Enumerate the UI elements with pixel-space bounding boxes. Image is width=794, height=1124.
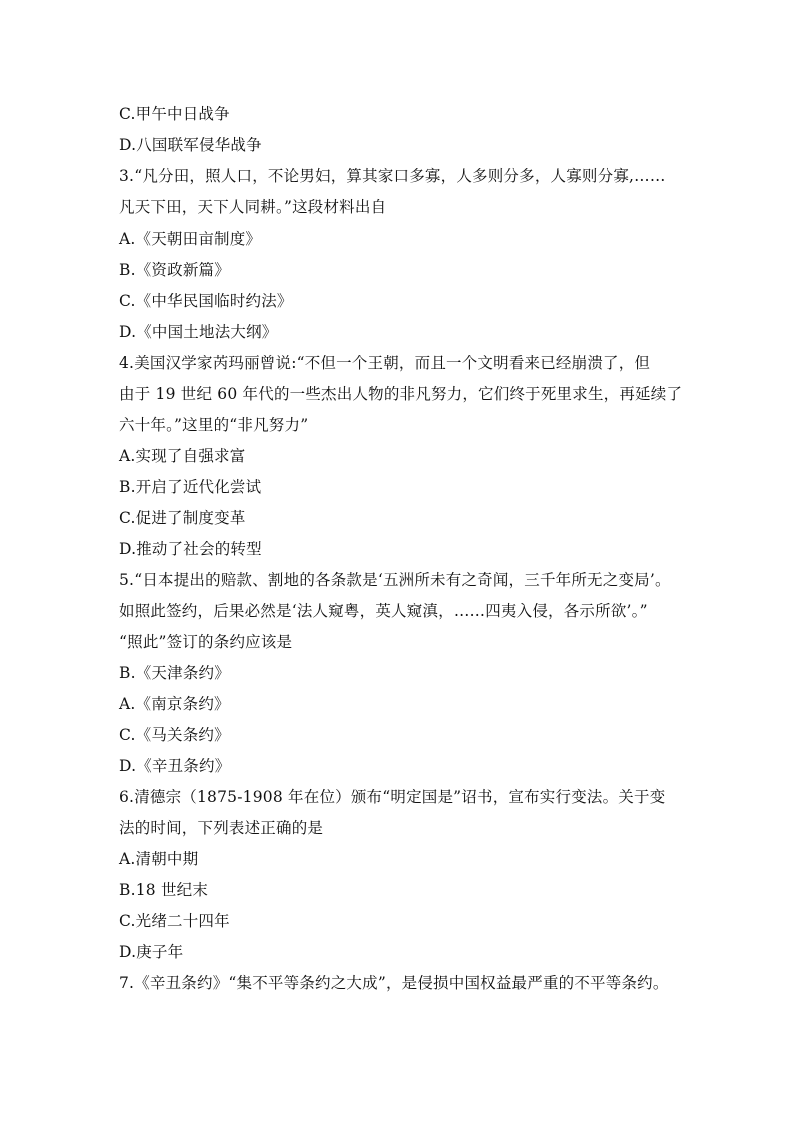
q6-option-a: A.清朝中期 — [119, 850, 199, 868]
q3-stem-line-2: 凡天下田，天下人同耕。”这段材料出自 — [119, 198, 387, 216]
q3-option-b: B.《资政新篇》 — [119, 261, 230, 279]
q6-stem-line-1: 6.清德宗（1875-1908 年在位）颁布“明定国是”诏书，宣布实行变法。关于变 — [119, 788, 666, 806]
q4-option-b: B.开启了近代化尝试 — [119, 478, 262, 496]
q5-option-b: B.《天津条约》 — [119, 664, 230, 682]
q3-stem-line-1: 3.“凡分田，照人口，不论男妇，算其家口多寡，人多则分多，人寡则分寡,…… — [119, 167, 666, 185]
q4-stem-line-1: 4.美国汉学家芮玛丽曾说:“不但一个王朝，而且一个文明看来已经崩溃了，但 — [119, 354, 651, 372]
q5-stem-line-3: “照此”签订的条约应该是 — [119, 633, 293, 651]
q6-stem-line-2: 法的时间，下列表述正确的是 — [119, 819, 324, 837]
q5-option-d: D.《辛丑条约》 — [119, 757, 231, 775]
q2-option-d: D.八国联军侵华战争 — [119, 136, 262, 154]
q5-option-a: A.《南京条约》 — [119, 695, 230, 713]
q3-option-c: C.《中华民国临时约法》 — [119, 292, 293, 310]
q6-option-b: B.18 世纪末 — [119, 881, 209, 899]
q4-option-a: A.实现了自强求富 — [119, 447, 246, 465]
q4-option-c: C.促进了制度变革 — [119, 509, 246, 527]
q4-option-d: D.推动了社会的转型 — [119, 540, 262, 558]
q5-option-c: C.《马关条约》 — [119, 726, 230, 744]
q4-stem-line-3: 六十年。”这里的“非凡努力” — [119, 416, 309, 434]
q2-option-c: C.甲午中日战争 — [119, 105, 230, 123]
q3-option-a: A.《天朝田亩制度》 — [119, 230, 262, 248]
q5-stem-line-2: 如照此签约，后果必然是‘法人窥粤，英人窥滇，……四夷入侵，各示所欲’。” — [119, 602, 648, 620]
q5-stem-line-1: 5.“日本提出的赔款、割地的各条款是‘五洲所未有之奇闻，三千年所无之变局’。 — [119, 571, 671, 589]
q6-option-d: D.庚子年 — [119, 943, 184, 961]
q3-option-d: D.《中国土地法大纲》 — [119, 323, 278, 341]
q4-stem-line-2: 由于 19 世纪 60 年代的一些杰出人物的非凡努力，它们终于死里求生，再延续了 — [119, 385, 683, 403]
q6-option-c: C.光绪二十四年 — [119, 912, 230, 930]
q7-stem-line-1: 7.《辛丑条约》“集不平等条约之大成”，是侵损中国权益最严重的不平等条约。 — [119, 974, 669, 992]
